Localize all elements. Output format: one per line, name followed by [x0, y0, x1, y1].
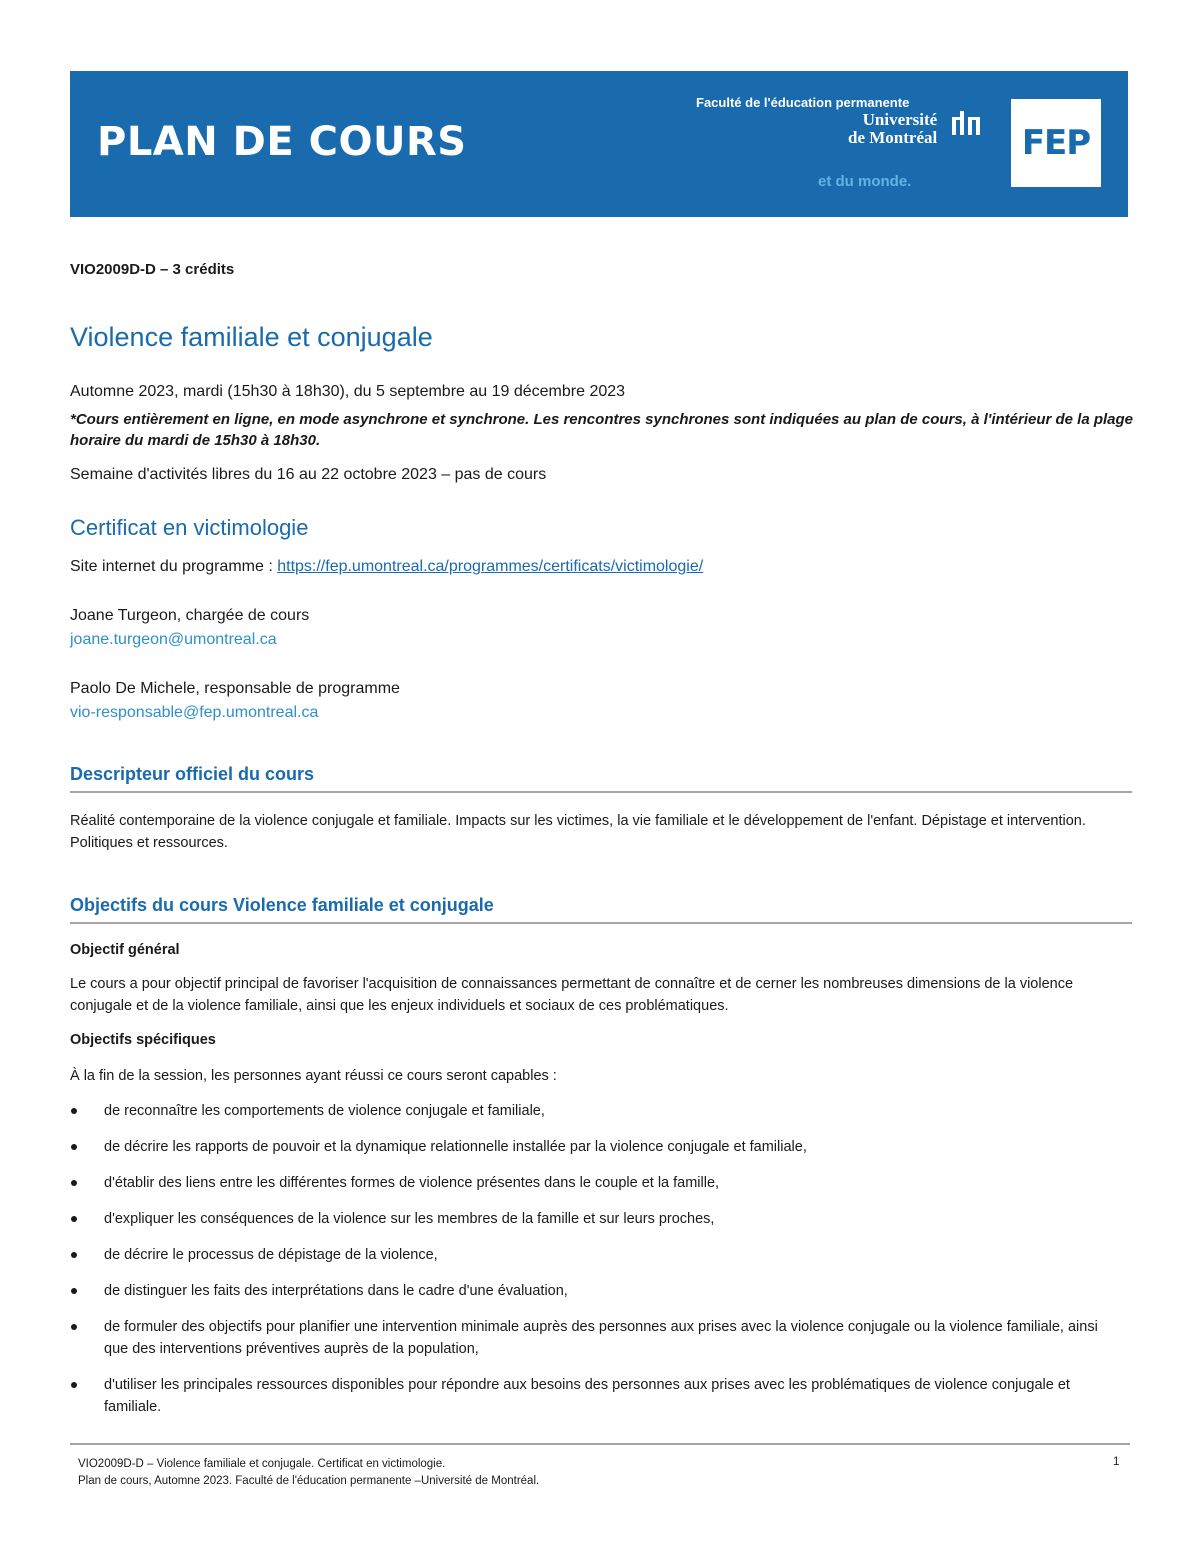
course-format-note: *Cours entièrement en ligne, en mode asynchrone et synchrone. Les rencontres synchrones sont indiquées au plan de cours, à l'intérieur de la plage horaire du mardi de 15h30 à 18h30. [70, 411, 1134, 449]
bullet-icon [71, 1216, 77, 1222]
fep-logo-text: FEP [1021, 123, 1091, 163]
coordinator-name: Paolo De Michele, responsable de programme [70, 680, 400, 697]
bullet-icon [71, 1382, 77, 1388]
fep-logo [1011, 99, 1101, 187]
list-item [70, 1244, 1120, 1266]
list-item-text: de distinguer les faits des interprétations dans le cadre d'une évaluation, [104, 1283, 568, 1299]
list-item-text: de décrire les rapports de pouvoir et la dynamique relationnelle installée par la violence conjugale et familiale, [104, 1139, 807, 1155]
banner-title: PLAN DE COURS [97, 119, 467, 165]
list-item-text: d'utiliser les principales ressources disponibles pour répondre aux besoins des personnes aux prises avec les problématiques de violence conjugale et familiale. [104, 1377, 1070, 1415]
instructor-name: Joane Turgeon, chargée de cours [70, 607, 310, 624]
list-item [70, 1172, 1120, 1194]
list-item-text: de décrire le processus de dépistage de la violence, [104, 1247, 438, 1263]
list-item [70, 1100, 1120, 1122]
university-name [848, 111, 937, 147]
list-item-text: d'établir des liens entre les différentes formes de violence présentes dans le couple et la famille, [104, 1175, 720, 1191]
university-line-1: Université [862, 110, 938, 129]
header-banner [70, 71, 1128, 217]
objectives-heading: Objectifs du cours Violence familiale et conjugale [70, 895, 1132, 924]
instructor-block [70, 604, 309, 652]
bullet-icon [71, 1324, 77, 1330]
footer-line-2: Plan de cours, Automne 2023. Faculté de l'éducation permanente –Université de Montréal. [78, 1475, 540, 1487]
university-line-2: de Montréal [848, 128, 938, 147]
descriptor-heading: Descripteur officiel du cours [70, 764, 1132, 793]
course-schedule: Automne 2023, mardi (15h30 à 18h30), du 5 septembre au 19 décembre 2023 [70, 383, 626, 400]
specific-objectives-intro: À la fin de la session, les personnes ayant réussi ce cours seront capables : [70, 1068, 557, 1084]
general-objective-text: Le cours a pour objectif principal de favoriser l'acquisition de connaissances permettant de connaître et de cerner les nombreuses dimensions de la violence conjugale et de la violence familiale, ainsi que les enjeux individuels et sociaux de ces problématiques. [70, 976, 1074, 1014]
general-objective-label: Objectif général [70, 942, 180, 958]
bullet-icon [71, 1108, 77, 1114]
descriptor-text: Réalité contemporaine de la violence conjugale et familiale. Impacts sur les victimes, la vie familiale et le développement de l'enfant. Dépistage et intervention. Politiques et ressources. [70, 813, 1086, 851]
list-item [70, 1316, 1120, 1360]
footer-line-1: VIO2009D-D – Violence familiale et conjugale. Certificat en victimologie. [78, 1458, 446, 1470]
bullet-icon [71, 1180, 77, 1186]
program-site-label: Site internet du programme : [70, 558, 278, 575]
certificate-heading: Certificat en victimologie [70, 515, 309, 540]
program-site-link[interactable]: https://fep.umontreal.ca/programmes/certificats/victimologie/ [277, 558, 704, 575]
coordinator-block [70, 677, 400, 725]
course-title: Violence familiale et conjugale [70, 322, 433, 352]
list-item [70, 1280, 1120, 1302]
bullet-icon [71, 1144, 77, 1150]
free-week-notice: Semaine d'activités libres du 16 au 22 octobre 2023 – pas de cours [70, 466, 547, 483]
bullet-icon [71, 1252, 77, 1258]
list-item [70, 1374, 1120, 1418]
course-code: VIO2009D-D – 3 crédits [70, 261, 235, 278]
list-item-text: d'expliquer les conséquences de la violence sur les membres de la famille et sur leurs proches, [104, 1211, 715, 1227]
page-number: 1 [1113, 1456, 1120, 1468]
list-item [70, 1208, 1120, 1230]
list-item [70, 1136, 1120, 1158]
bullet-icon [71, 1288, 77, 1294]
footer [78, 1456, 539, 1490]
university-emblem-icon [950, 109, 982, 135]
coordinator-email-link[interactable]: vio-responsable@fep.umontreal.ca [70, 704, 319, 721]
list-item-text: de formuler des objectifs pour planifier une intervention minimale auprès des personnes aux prises avec la violence conjugale ou la violence familiale, ainsi que des interventions préventives auprès de la population, [104, 1319, 1098, 1357]
specific-objectives-label: Objectifs spécifiques [70, 1032, 216, 1048]
faculty-name: Faculté de l'éducation permanente [696, 95, 910, 110]
program-site-line [70, 558, 703, 576]
list-item-text: de reconnaître les comportements de violence conjugale et familiale, [104, 1103, 545, 1119]
specific-objectives-list [70, 1100, 1120, 1432]
instructor-email-link[interactable]: joane.turgeon@umontreal.ca [70, 631, 277, 648]
footer-divider [70, 1443, 1130, 1445]
tagline: et du monde. [818, 173, 912, 190]
